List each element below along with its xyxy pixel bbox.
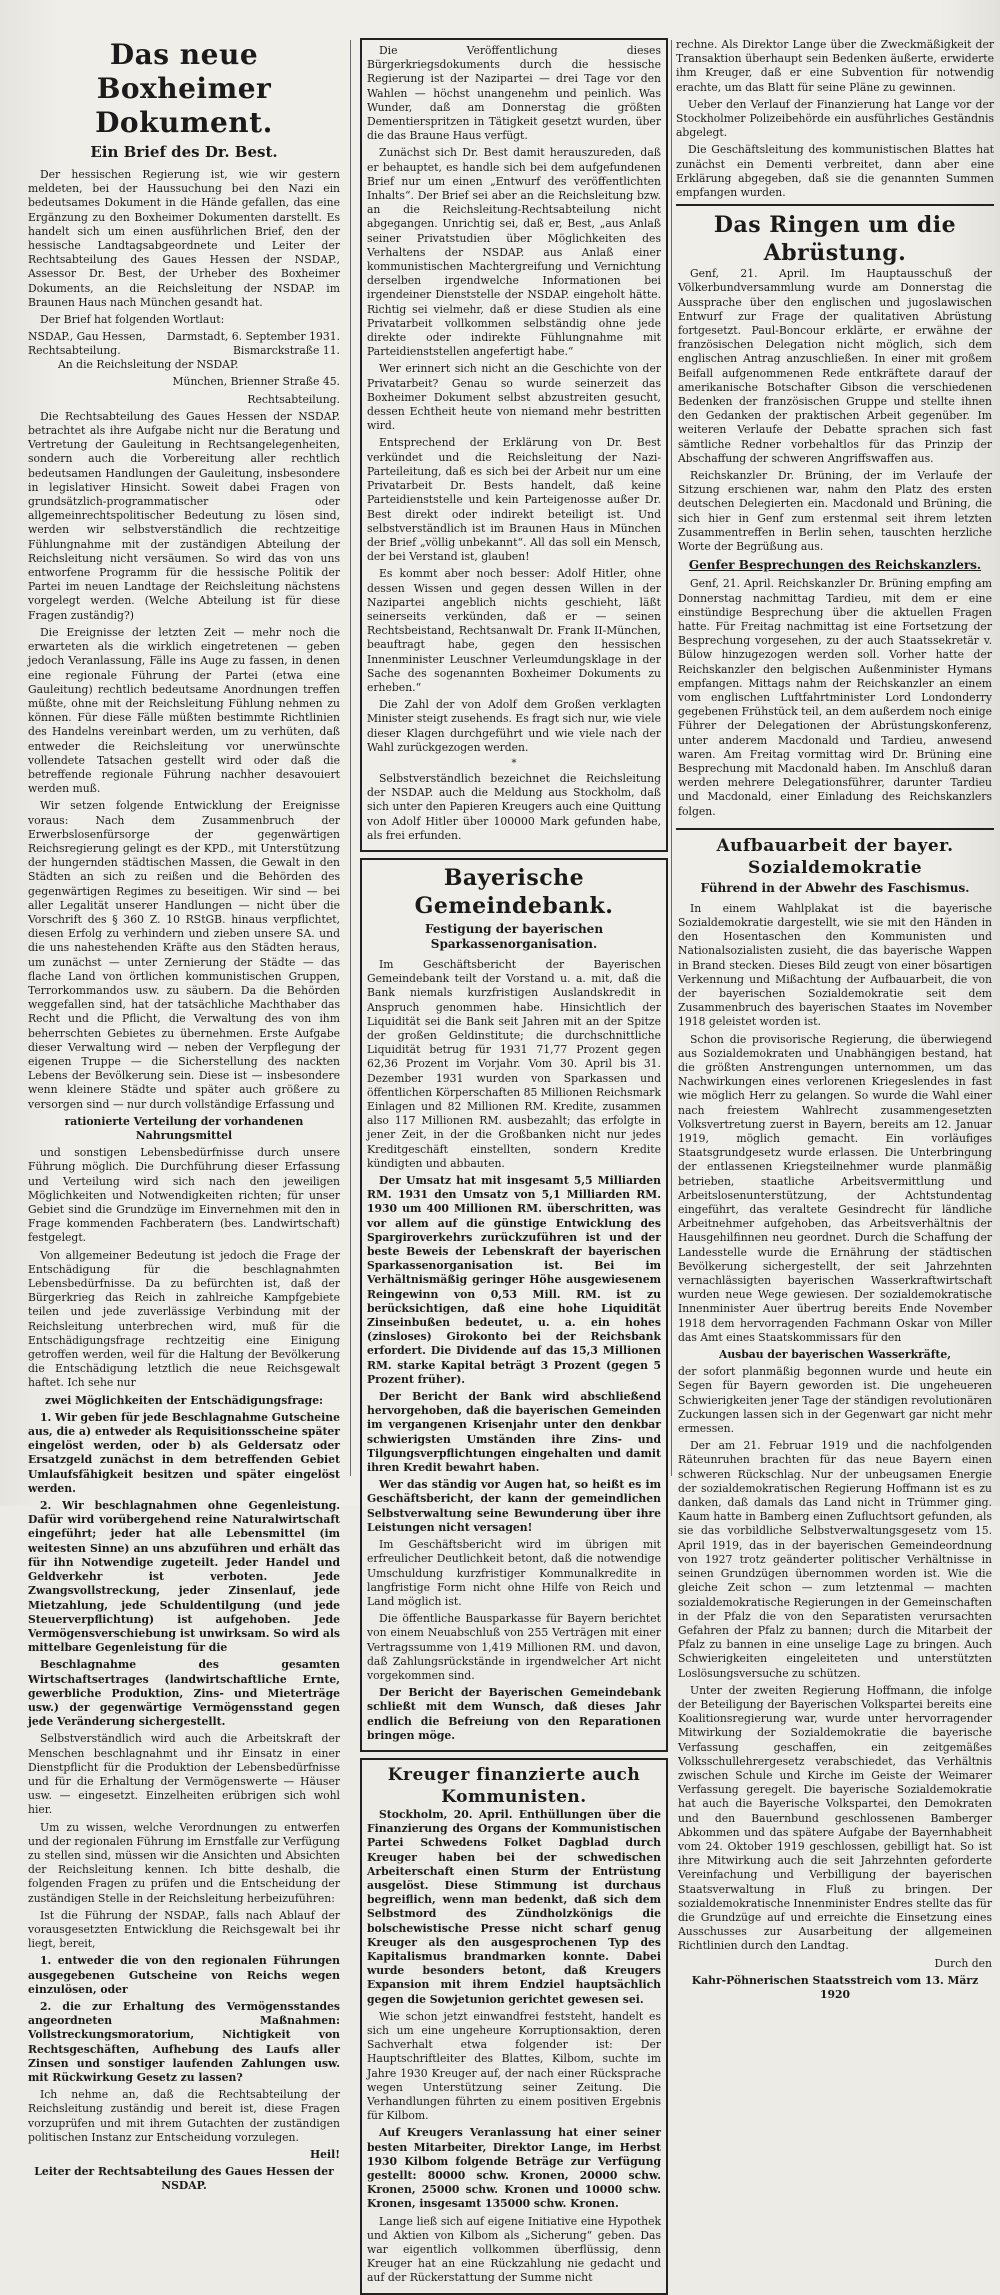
article-paragraph: Unter der zweiten Regierung Hoffmann, die infolge der Beteiligung der Bayerischen Volkspartei bereits eine Koalitionsregierung war, wurde unter hervorragender Mitwirkung der Sozialdemokratie die bayerische Verfassung geschaffen, ein zeitgemäßes Volksschullehrergesetz verabschiedet, das Verhältnis zwischen Schule und Kirche im Geiste der Weimarer Verfassung geregelt. Die bayerische Sozialdemokratie hat auch die Bayerische Volkspartei, den Demokraten und den Bauernbund geschlossenen Bamberger Abkommen und das spätere Aufgabe der Bayernhabheit vom 24. Oktober 1919 geschlossen, gebilligt hat. So ist ihre Mitwirkung auch die seit Jahrzehnten geforderte Vereinfachung und Verbilligung der bayerischen Staatsverwaltung in Fluß zu bringen. Der sozialdemokratische Innenminister Endres stellte das für die Grundzüge auf und erreichte die Einsetzung eines Ausschusses zur Ausarbeitung der allgemeinen Richtlinien durch den Landtag. [678,1683,992,1953]
article-paragraph: Lange ließ sich auf eigene Initiative eine Hypothek und Aktien von Kilbom als „Sicherung“ geben. Das war eigentlich vollkommen überflüssig, denn Kreuger hat an eine Rückzahlung nie gedacht und auf der Rückerstattung der Summe nicht [367,2214,661,2285]
article-paragraph: und sonstigen Lebensbedürfnisse durch unsere Führung möglich. Die Durchführung dieser Erfassung und Verteilung wird sich nach den jeweiligen Möglichkeiten und Notwendigkeiten richten; für unser Gebiet sind die Grundzüge im Einvernehmen mit den in Frage kommenden Fachberatern (bes. Landwirtschaft) festgelegt. [28,1146,340,1245]
aufbau-article [676,828,994,2007]
headline-aufbauarbeit: Aufbauarbeit der bayer. Sozialdemokratie [716,835,954,878]
article-paragraph: Selbstverständlich bezeichnet die Reichsleitung der NSDAP. auch die Meldung aus Stockholm, daß sich unter den Papieren Kreugers auch eine Quittung von Adolf Hitler über 100000 Mark gefunden habe, als frei erfunden. [367,771,661,842]
article-paragraph: rechne. Als Direktor Lange über die Zweckmäßigkeit der Transaktion überhaupt sein Bedenken äußerte, erwiderte ihm Kreuger, daß er eine Subvention für notwendig erachte, um das Blatt für seine Pläne zu gewinnen. [676,38,994,94]
article-paragraph: Die Rechtsabteilung des Gaues Hessen der NSDAP. betrachtet als ihre Aufgabe nicht nur die Beratung und Vertretung der Gauleitung in Rechtsangelegenheiten, sondern auch die Vorbereitung aller rechtlich bedeutsamen Handlungen der Gauleitung, insbesondere in legislativer Hinsicht. Soweit dabei Fragen von grundsätzlich-programmatischer oder allgemeinrechtspolitischer Bedeutung zu lösen sind, werden wir selbstverständlich die rechtzeitige Fühlungnahme mit der zuständigen Abteilung der Reichsleitung nicht versäumen. So wird das von uns entworfene Programm für die hessische Politik der Partei im neuen Landtage der Reichsleitung nächstens vorgelegt werden. (Welche Abteilung ist für diese Fragen zuständig?) [28,409,340,622]
article-paragraph: Wer erinnert sich nicht an die Geschichte von der Privatarbeit? Genau so wurde seinerzeit das Boxheimer Dokument selbst abzustreiten gesucht, dessen Echtheit heute von niemand mehr bestritten wird. [367,362,661,433]
article-paragraph: 1. Wir geben für jede Beschlagnahme Gutscheine aus, die a) entweder als Requisitionsscheine später eingelöst werden, oder b) als Geldersatz oder Ersatzgeld zunächst in dem betreffenden Gebiet Umlaufsfähigkeit besitzen und später eingelöst werden. [28,1410,340,1495]
article-paragraph: Der Umsatz hat mit insgesamt 5,5 Milliarden RM. 1931 den Umsatz von 5,1 Milliarden RM. 1930 um 400 Millionen RM. überschritten, was vor allem auf die günstige Entwicklung des Spargiroverkehrs zurückzuführen ist und der beste Beweis der Lebenskraft der bayerischen Sparkassenorganisation ist. Bei im Verhältnismäßig geringer Höhe ausgewiesenem Reingewinn von 0,53 Mill. RM. ist zu berücksichtigen, daß eine hohe Liquidität Zinseinbußen bedeutet, u. a. ein hohes (zinsloses) Girokonto bei der Reichsbank erfordert. Die Dividende auf das 15,3 Millionen RM. starke Kapital beträgt 3 Prozent (gegen 5 Prozent früher). [367,1174,661,1386]
article-paragraph: 2. die zur Erhaltung des Vermögensstandes angeordneten Maßnahmen: Vollstreckungsmoratorium, Nichtigkeit von Rechtsgeschäften, Aufhebung des Laufs aller Zinsen und sonstiger laufenden Zahlungen usw. mit Rückwirkung Gesetz zu lassen? [28,1999,340,2084]
article-paragraph: Es kommt aber noch besser: Adolf Hitler, ohne dessen Wissen und gegen dessen Willen in der Nazipartei angeblich nichts geschieht, läßt seinerseits verkünden, daß er — seinen Rechtsbeistand, Rechtsanwalt Dr. Frank II-München, beauftragt habe, gegen den hessischen Innenminister Leuschner Verleumdungsklage in der Sache des sogenannten Boxheimer Dokuments zu erheben.“ [367,567,661,694]
separator-star: * [511,757,517,769]
article-paragraph: Der hessischen Regierung ist, wie wir gestern meldeten, bei der Haussuchung bei den Nazi ein bedeutsames Dokument in die Hände gefallen, das eine Ergänzung zu den Boxheimer Dokumenten darstellt. Es handelt sich um einen ausführlichen Brief, den der hessische Landtagsabgeordnete und Leiter der Rechtsabteilung des Gaues Hessen der NSDAP., Assessor Dr. Best, der Urheber des Boxheimer Dokuments, an die Reichsleitung der NSDAP. im Braunen Haus nach München gesandt hat. [28,168,340,309]
column-1 [28,38,340,2193]
article-paragraph: Schon die provisorische Regierung, die überwiegend aus Sozialdemokraten und Unabhängigen bestand, hat die größten Anstrengungen unternommen, um das Nachwirkungen eines verlorenen Kriegeslendes in fast wie möglich Herr zu gelangen. So wurde die Wahl einer nach freiestem Wahlrecht zusammengesetzten Volksvertretung zuerst in Bayern, bereits am 12. Januar 1919, möglich gemacht. Ein vorläufiges Staatsgrundgesetz wurde erlassen. Die Unterbringung der entlassenen Kriegsteilnehmer wurde planmäßig betrieben, staatliche Arbeitsvermittlung und Arbeitslosenunterstützung, der Achtstundentag eingeführt, das veraltete Gesindrecht für ländliche Arbeitnehmer aufgehoben, das Arbeitsverhältnis der Hausgehilfinnen neu geordnet. Durch die Schaffung der Landesstelle wurde die Ernährung der städtischen Bevölkerung sichergestellt, der seit Jahrzehnten vernachlässigten bayerischen Wasserkraftwirtschaft wurden neue Wege gewiesen. Der sozialdemokratische Innenminister Auer übertrug bereits Ende November 1918 dem hervorragenden Fachmann Oskar von Miller das Amt eines Staatskommissars für den [678,1032,992,1344]
boxed-continuation [360,38,668,852]
letter-address: An die Reichsleitung der NSDAP. [58,358,239,372]
letter-header-row [28,344,340,358]
article-paragraph: Die Veröffentlichung dieses Bürgerkriegsdokuments durch die hessische Regierung ist der Nazipartei — drei Tage vor den Wahlen — höchst unangenehm und peinlich. Was Wunder, daß am Donnerstag die größten Dementierspritzen in Tätigkeit gesetzt wurden, über die das Braune Haus verfügt. [367,44,661,143]
subhead-genfer: Genfer Besprechungen des Reichskanzlers. [688,558,982,573]
headline-boxheimer: Das neue Boxheimer Dokument. [95,38,273,139]
column-rule-1 [350,40,351,1476]
article-paragraph: Die Ereignisse der letzten Zeit — mehr noch die erwarteten als die wirklich eingetretenen — geben jedoch Veranlassung, Fälle ins Auge zu fassen, in denen eine regionale Führung der Partei (etwa eine Gauleitung) rechtlich bedeutsame Anordnungen treffen müßte, ohne mit der Reichsleitung Fühlung nehmen zu können. Für diese Fälle müßten bestimmte Richtlinien des Handelns vereinbart werden, um zu verhüten, daß entweder die Reichsleitung vor unerwünschte vollendete Tatsachen gestellt wird oder daß die betreffende regionale Führung nachher desavouiert werden muß. [28,625,340,796]
letter-street: Bismarckstraße 11. [232,344,340,358]
article-paragraph: Von allgemeiner Bedeutung ist jedoch die Frage der Entschädigung für die beschlagnahmten Lebensbedürfnisse. Da zu befürchten ist, daß der Bürgerkrieg das Reich in zahlreiche Kampfgebiete teilen und jede zuverlässige Verbindung mit der Reichsleitung unterbrechen wird, muß für die Entschädigungsfrage rechtzeitig eine Einigung getroffen werden, weil für die Haltung der Bevölkerung die Entschädigung letztlich die neue Reichsgewalt haftet. Ich sehe nur [28,1248,340,1390]
letter-date: Darmstadt, 6. September 1931. [166,330,340,344]
subhead-brief: Ein Brief des Dr. Best. [90,143,278,161]
article-paragraph: Durch den [934,1956,992,1970]
bank-article-box [360,858,668,1752]
inline-heading: rationierte Verteilung der vorhandenen Nahrungsmittel [64,1114,304,1142]
article-paragraph: Auf Kreugers Veranlassung hat einer seiner besten Mitarbeiter, Direktor Lange, im Herbst 1930 Kilbom folgende Beträge zur Verfügung gestellt: 80000 schw. Kronen, 20000 schw. Kronen, 25000 schw. Kronen und 10000 schw. Kronen, insgesamt 135000 schw. Kronen. [367,2126,661,2211]
inline-heading: Ausbau der bayerischen Wasserkräfte, [718,1348,952,1362]
article-paragraph: Selbstverständlich wird auch die Arbeitskraft der Menschen beschlagnahmt und ihr Einsatz in einer Dienstpflicht für die Produktion der Lebensbedürfnisse und für die Erhaltung der Vermögenswerte — Häuser usw. — eingesetzt. Einzelheiten erübrigen sich wohl hier. [28,1732,340,1817]
column-rule-2 [671,40,672,1476]
letter-signature: Leiter der Rechtsabteilung des Gaues Hessen der NSDAP. [34,2165,334,2193]
inline-heading: Kahr-Pöhnerischen Staatsstreich vom 13. März 1920 [691,1973,979,2001]
article-paragraph: 1. entweder die von den regionalen Führungen ausgegebenen Gutscheine von Reichs wegen einzulösen, oder [28,1954,340,1996]
article-paragraph: Der Brief hat folgenden Wortlaut: [40,313,225,327]
article-paragraph: Die öffentliche Bausparkasse für Bayern berichtet von einem Neuabschluß von 255 Verträgen mit einer Vertragssumme von 1,419 Millionen RM. und davon, daß Zahlungsrückstände in irgendwelcher Art nicht vorgekommen sind. [367,1612,661,1682]
article-paragraph: Wie schon jetzt einwandfrei feststeht, handelt es sich um eine ungeheure Korruptionsaktion, deren Sachverhalt etwa folgender ist: Der Hauptschriftleiter des Blattes, Kilbom, suchte im Jahre 1930 Kreuger auf, der nach einer Rücksprache wegen Unterstützung seiner Zeitung. Die Verhandlungen führten zu einem positiven Ergebnis für Kilbom. [367,2009,661,2123]
kreuger-article-box [360,1758,668,2295]
article-paragraph: Der am 21. Februar 1919 und die nachfolgenden Räteunruhen brachten für das neue Bayern einen schweren Rückschlag. Nur der unbeugsamen Energie der sozialdemokratischen Regierung Hoffmann ist es zu danken, daß damals das Land nicht in Trümmer ging. Kaum hatte in Bamberg einen Zufluchtsort gefunden, als sie das vorbildliche Selbstverwaltungsgesetz vom 15. April 1919, das in der bayerischen Gemeindeordnung von 1927 trotz geänderter politischer Verhältnisse in seinen Grundzügen übernommen worden ist. Wie die gleiche Zeit schon — zum letztenmal — machten sozialdemokratische Regierungen in der Gemeinschaften in der Pfalz die von den Separatisten verursachten Gefahren der Pfalz zu bannen; durch die Mitarbeit der Pfalz zu bannen in eine unselige Lage zu bringen. Auch Schwierigkeiten eingeleiteten und unterstützten Loslösungsversuche zu schützen. [678,1439,992,1680]
subhead-faschismus: Führend in der Abwehr des Faschismus. [700,880,970,895]
article-paragraph: Im Geschäftsbericht wird im übrigen mit erfreulicher Deutlichkeit betont, daß die notwendige Umschuldung kurzfristiger Kommunalkredite in langfristige Form nicht ohne Hilfe von Reich und Land möglich ist. [367,1538,661,1608]
article-paragraph: Reichskanzler Dr. Brüning, der im Verlaufe der Sitzung erschienen war, nahm den Platz des ersten deutschen Delegierten ein. Macdonald und Brüning, die sich hier in Genf zum erstenmal seit ihrem letzten Zusammentreffen in Berlin sehen, tauschten herzliche Worte der Begrüßung aus. [678,469,992,554]
subhead-sparkasse: Festigung der bayerischen Sparkassenorganisation. [424,921,604,951]
column-2 [360,38,668,2285]
article-paragraph: Um zu wissen, welche Verordnungen zu entwerfen und der regionalen Führung im Ernstfalle zur Verfügung zu stellen sind, müssen wir die Ansichten und Absichten der Reichsleitung kennen. Ich bitte deshalb, die folgenden Fragen zu prüfen und die Entscheidung der zuständigen Stelle in der Reichsleitung herbeizuführen: [28,1820,340,1905]
article-paragraph: der sofort planmäßig begonnen wurde und heute ein Segen für Bayern geworden ist. Die ungeheueren Schwierigkeiten jener Tage der ständigen revolutionären Zuckungen lassen sich in der Gegenwart gar nicht mehr ermessen. [678,1365,992,1436]
letter-address: München, Brienner Straße 45. [172,375,340,389]
letter-closing: Heil! [309,2148,340,2162]
article-paragraph: Beschlagnahme des gesamten Wirtschaftsertrages (landwirtschaftliche Ernte, gewerbliche Produktion, Zins- und Mieterträge usw.) der gegenwärtige Vermögensstand gegen jede Veränderung sichergestellt. [28,1658,340,1729]
ringen-article [676,204,994,824]
headline-abruestung: Das Ringen um die Abrüstung. [713,212,957,267]
article-paragraph: Die Geschäftsleitung des kommunistischen Blattes hat zunächst ein Dementi verbreitet, dann aber eine Erklärung abgegeben, daß sie die genannten Summen empfangen wurden. [676,143,994,200]
article-paragraph: Wer das ständig vor Augen hat, so heißt es im Geschäftsbericht, der kann der gemeindlichen Selbstverwaltung seine Bewunderung über ihre Leistungen nicht versagen! [367,1478,661,1534]
letter-sender: NSDAP., Gau Hessen, [28,330,146,344]
article-paragraph: Ist die Führung der NSDAP., falls nach Ablauf der vorausgesetzten Entwicklung die Reichsgewalt bei ihr liegt, bereit, [28,1908,340,1951]
letter-department: Rechtsabteilung. [28,344,121,358]
headline-kreuger: Kreuger finanzierte auch Kommunisten. [387,1764,641,1807]
article-paragraph: Ueber den Verlauf der Finanzierung hat Lange vor der Stockholmer Polizeibehörde ein ausführliches Geständnis abgelegt. [676,97,994,140]
article-paragraph: Genf, 21. April. Im Hauptausschuß der Völkerbundversammlung wurde am Donnerstag die Aussprache über den englischen und jugoslawischen Entwurf zur Frage der qualitativen Abrüstung fortgesetzt. Paul-Boncour erklärte, er erwähne der französischen Delegation nicht möglich, sich dem englischen Antrag anzuschließen. In einer mit großem Beifall aufgenommenen Rede entkräftete darauf der amerikanische Botschafter Gibson die verschiedenen Bedenken der französischen Gruppe und stellte ihnen den Gedanken der praktischen Arbeit gegenüber. Im weiteren Verlaufe der Debatte sprachen sich fast sämtliche Redner vorbehaltlos für das Prinzip der Abschaffung der schweren Angriffswaffen aus. [678,267,992,465]
article-paragraph: Zunächst sich Dr. Best damit herauszureden, daß er behauptet, es handle sich bei dem aufgefundenen Brief nur um einen „Entwurf des veröffentlichten Inhalts“. Der Brief sei aber an die Reichsleitung bzw. an die Reichsleitung-Rechtsabteilung nicht abgegangen. Unrichtig sei, daß er, Best, „aus Anlaß seiner Privatstudien über Möglichkeiten des Verhaltens der NSDAP. aus Anlaß einer kommunistischen Machtergreifung und Vernichtung derselben irgendwelche Informationen bei irgendeiner Dienststelle der NSDAP. eingeholt hätte. Richtig sei vielmehr, daß er diese Studien als eine Privatarbeit vollkommen selbständig ohne jede direkte oder indirekte Fühlungnahme mit Parteidienststellen angefertigt habe.“ [367,146,661,359]
headline-gemeindebank: Bayerische Gemeindebank. [414,864,614,919]
letter-header-row [28,330,340,344]
article-paragraph: Wir setzen folgende Entwicklung der Ereignisse voraus: Nach dem Zusammenbruch der Erwerbslosenfürsorge der gegenwärtigen Reichsregierung gelingt es der KPD., mit Unterstützung der hungernden städtischen Massen, die Gewalt in den Städten an sich zu reißen und die Behörden des gegenwärtigen Regimes zu beseitigen. Wir sind — bei aller Legalität unserer Handlungen — nicht über die Vorschrift des § 360 Z. 10 RStGB. hinaus verpflichtet, diesen Erfolg zu verhindern und zieben unsere SA. und die uns nahestehenden Kräfte aus den Städten heraus, um zunächst — unter Zernierung der Städte — das flache Land von örtlichen kommunistischen Gruppen, Terrorkommandos usw. zu säubern. Da die Behörden weggefallen sind, hat der tatsächliche Machthaber das Recht und die Pflicht, die Verwaltung des von ihm beherrschten Gebietes zu übernehmen. Erste Aufgabe dieser Verwaltung wird — neben der Verpflegung der eigenen Truppe — die Sicherstellung des nackten Lebens der Bevölkerung sein. Diese ist — insbesondere wenn kleinere Städte und später auch größere zu versorgen sind — nur durch vollständige Erfassung und [28,799,340,1111]
article-paragraph: Der Bericht der Bank wird abschließend hervorgehoben, daß die bayerischen Gemeinden im vergangenen Krisenjahr unter den denkbar schwierigsten Umständen ihre Zins- und Tilgungsverpflichtungen eingehalten und damit ihren Kredit bewahrt haben. [367,1390,661,1475]
inline-heading: zwei Möglichkeiten der Entschädigungsfrage: [44,1393,324,1407]
article-paragraph: Stockholm, 20. April. Enthüllungen über die Finanzierung des Organs der Kommunistischen Partei Schwedens Folket Dagblad durch Kreuger haben bei der schwedischen Arbeiterschaft einen Sturm der Entrüstung ausgelöst. Diese Stimmung ist durchaus begreiflich, wenn man bedenkt, daß sich dem Selbstmord des Zündholzkönigs die bolschewistische Presse nicht scharf genug Kreuger als den ausgesprochenen Typ des Kapitalismus brandmarken konnte. Dabei wurde besonders betont, daß Kreugers Expansion mit ihrem Endziel hauptsächlich gegen die Sowjetunion gerichtet gewesen sei. [367,1807,661,2006]
article-paragraph: Entsprechend der Erklärung von Dr. Best verkündet und die Reichsleitung der Nazi-Parteileitung, daß es sich bei der Arbeit nur um eine Privatarbeit Dr. Bests handelt, daß keine Parteidienststelle und kein Parteigenosse außer Dr. Best direkt oder indirekt beteiligt ist. Und selbstverständlich ist im Braunen Haus in München der Brief „völlig unbekannt“. All das soll ein Mensch, der bei Verstand ist, glauben! [367,436,661,564]
column-3 [676,38,994,2001]
article-paragraph: Die Zahl der von Adolf dem Großen verklagten Minister steigt zusehends. Es fragt sich nur, wie viele dieser Klagen durchgeführt und wie viele nach der Wahl zurückgezogen werden. [367,698,661,754]
article-paragraph: 2. Wir beschlagnahmen ohne Gegenleistung. Dafür wird vorübergehend reine Naturalwirtschaft eingeführt; jeder hat alle Lebensmittel (im weitesten Sinne) an uns abzuführen und erhält das für ihn Notwendige zugeteilt. Jeder Handel und Geldverkehr ist verboten. Jede Zwangsvollstreckung, jeder Zinsenlauf, jede Mietzahlung, jede Schuldentilgung (und jede Steuerverpflichtung) ist aufgehoben. Jede Vermögensverschiebung ist unwirksam. So wird als mittelbare Gegenleistung für die [28,1499,340,1655]
article-paragraph: Genf, 21. April. Reichskanzler Dr. Brüning empfing am Donnerstag nachmittag Tardieu, mit dem er eine einstündige Besprechung über die aktuellen Fragen hatte. Für Freitag nachmittag ist eine Fortsetzung der Besprechung vorgesehen, zu der auch Staatssekretär v. Bülow hinzugezogen werden soll. Vorher hatte der Reichskanzler den belgischen Außenminister Hymans empfangen. Mittags nahm der Reichskanzler an einem vom englischen Luftfahrtminister Lord Londonderry gegebenen Frühstück teil, an dem außerdem noch einige Führer der Delegationen der Abrüstungskonferenz, unter anderem Macdonald und Tardieu, anwesend waren. Am Freitag vormittag wird Dr. Brüning eine Besprechung mit Macdonald haben. Im Anschluß daran werden mehrere Delegationsführer, darunter Tardieu und Macdonald, einer Einladung des Reichskanzlers folgen. [678,577,992,818]
letter-address: Rechtsabteilung. [247,392,340,406]
article-paragraph: Im Geschäftsbericht der Bayerischen Gemeindebank teilt der Vorstand u. a. mit, daß die Bank niemals kurzfristigen Auslandskredit in Anspruch genommen habe. Hinsichtlich der Liquidität sei die Bank seit Jahren mit an der Spitze der großen Geldinstitute; die durchschnittliche Liquidität betrug für 1931 71,77 Prozent gegen 62,36 Prozent im Vorjahr. Vom 30. April bis 31. Dezember 1931 wurden von Sparkassen und öffentlichen Körperschaften 85 Millionen Reichsmark Einlagen und 82 Millionen RM. Kredite, zusammen also 117 Millionen RM. ausbezahlt; das erfolgte in jener Zeit, in der die Großbanken nicht nur jedes Kreditgeschäft einstellten, sondern Kredite kündigten und abbauten. [367,957,661,1170]
article-paragraph: Ich nehme an, daß die Rechtsabteilung der Reichsleitung zuständig und bereit ist, diese Fragen vorzuprüfen und mit ihrem Gutachten der zuständigen politischen Instanz zur Entscheidung vorzulegen. [28,2088,340,2144]
article-paragraph: Der Bericht der Bayerischen Gemeindebank schließt mit dem Wunsch, daß dieses Jahr endlich die Befreiung von den Reparationen bringen möge. [367,1686,661,1742]
article-paragraph: In einem Wahlplakat ist die bayerische Sozialdemokratie dargestellt, wie sie mit den Händen in den Hosentaschen den Kommunisten und Nationalsozialisten zusieht, die das bayerische Wappen in Brand stecken. Dieses Bild zeugt von einer bösartigen Verkennung und Mißachtung der Aufbauarbeit, die von der bayerischen Sozialdemokratie seit dem Zusammenbruch des bayerischen Staates im November 1918 geleistet worden ist. [678,901,992,1029]
